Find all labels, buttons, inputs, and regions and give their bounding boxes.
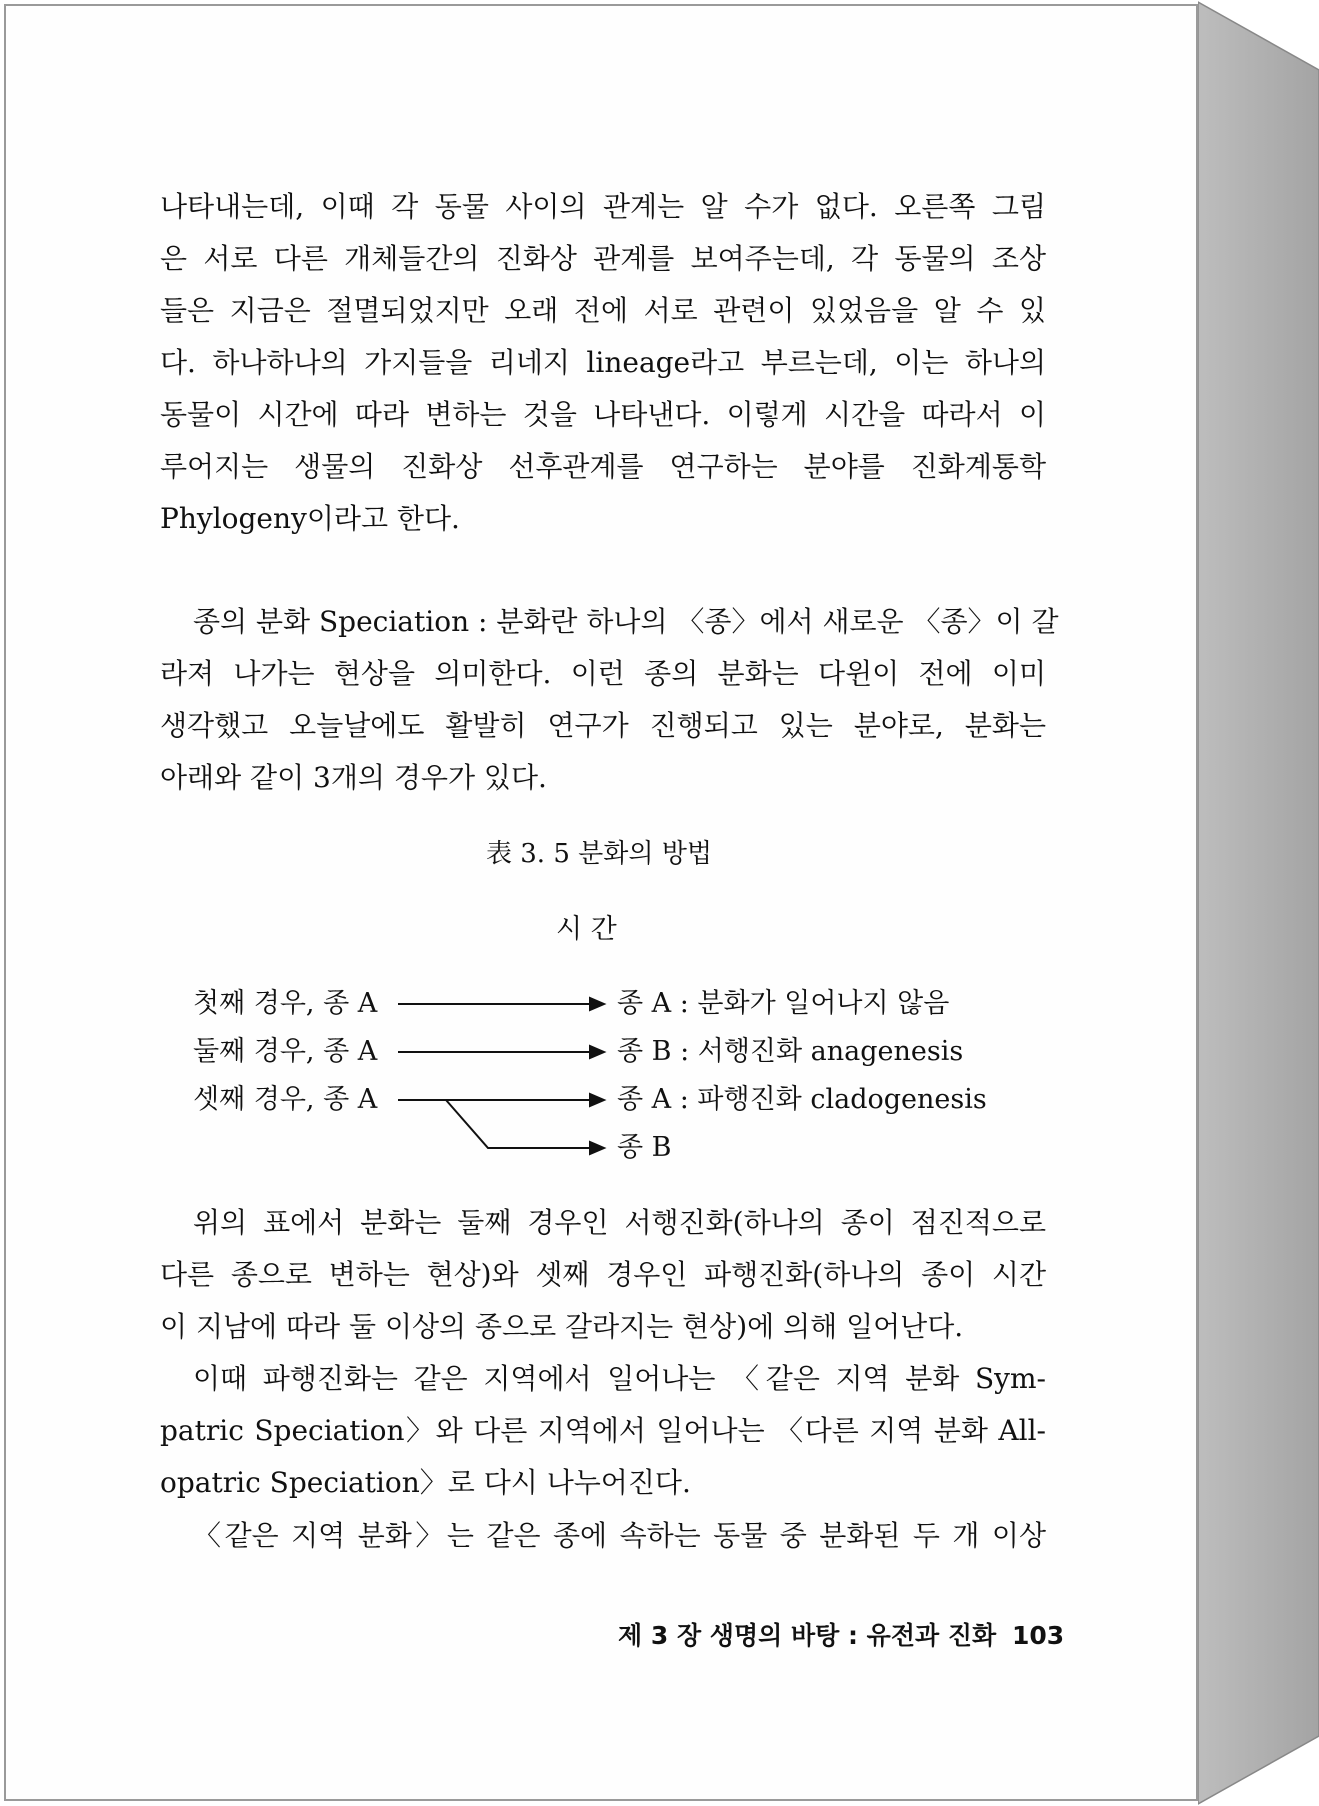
case2-right: 종 B : 서행진화 anagenesis [617,1036,964,1067]
text-line: Phylogeny이라고 한다. [160,502,460,535]
text-line: 생각했고 오늘날에도 활발히 연구가 진행되고 있는 분야로, 분화는 [160,709,1046,742]
time-label: 시 간 [556,914,617,945]
case3-right: 종 A : 파행진화 cladogenesis [617,1084,987,1115]
case2-left: 둘째 경우, 종 A [193,1036,378,1067]
text-line: opatric Speciation〉로 다시 나누어진다. [160,1466,691,1499]
page-number: 103 [1012,1621,1065,1650]
text-line: 나타내는데, 이때 각 동물 사이의 관계는 알 수가 없다. 오른쪽 그림 [160,190,1046,223]
running-footer-chapter: 제 3 장 생명의 바탕 : 유전과 진화 [618,1621,997,1650]
text-line: 〈같은 지역 분화〉는 같은 종에 속하는 동물 중 분화된 두 개 이상 [193,1519,1046,1552]
text-line: 루어지는 생물의 진화상 선후관계를 연구하는 분야를 진화계통학 [160,450,1046,483]
text-line: 이때 파행진화는 같은 지역에서 일어나는 〈같은 지역 분화 Sym- [193,1362,1046,1395]
page-stack-edge [1198,0,1319,1806]
text-line: 종의 분화 Speciation : 분화란 하나의 〈종〉에서 새로운 〈종〉이 갈 [193,605,1059,638]
case1-right: 종 A : 분화가 일어나지 않음 [617,988,950,1019]
text-line: 라져 나가는 현상을 의미한다. 이런 종의 분화는 다윈이 전에 이미 [160,657,1046,690]
text-line: 은 서로 다른 개체들간의 진화상 관계를 보여주는데, 각 동물의 조상 [160,242,1046,275]
case1-left: 첫째 경우, 종 A [193,988,378,1019]
text-line: 다. 하나하나의 가지들을 리네지 lineage라고 부르는데, 이는 하나의 [160,346,1046,379]
case3-branch: 종 B [617,1132,672,1163]
text-line: 동물이 시간에 따라 변하는 것을 나타낸다. 이렇게 시간을 따라서 이 [160,398,1046,431]
table-caption: 表 3. 5 분화의 방법 [486,839,712,869]
text-line: 아래와 같이 3개의 경우가 있다. [160,761,547,794]
text-line: 위의 표에서 분화는 둘째 경우인 서행진화(하나의 종이 점진적으로 [193,1206,1046,1239]
text-line: patric Speciation〉와 다른 지역에서 일어나는 〈다른 지역 분화 All- [160,1414,1046,1447]
text-line: 다른 종으로 변하는 현상)와 셋째 경우인 파행진화(하나의 종이 시간 [160,1258,1046,1291]
case3-left: 셋째 경우, 종 A [193,1084,378,1115]
text-line: 들은 지금은 절멸되었지만 오래 전에 서로 관련이 있었음을 알 수 있 [160,294,1046,327]
text-line: 이 지남에 따라 둘 이상의 종으로 갈라지는 현상)에 의해 일어난다. [160,1310,964,1343]
